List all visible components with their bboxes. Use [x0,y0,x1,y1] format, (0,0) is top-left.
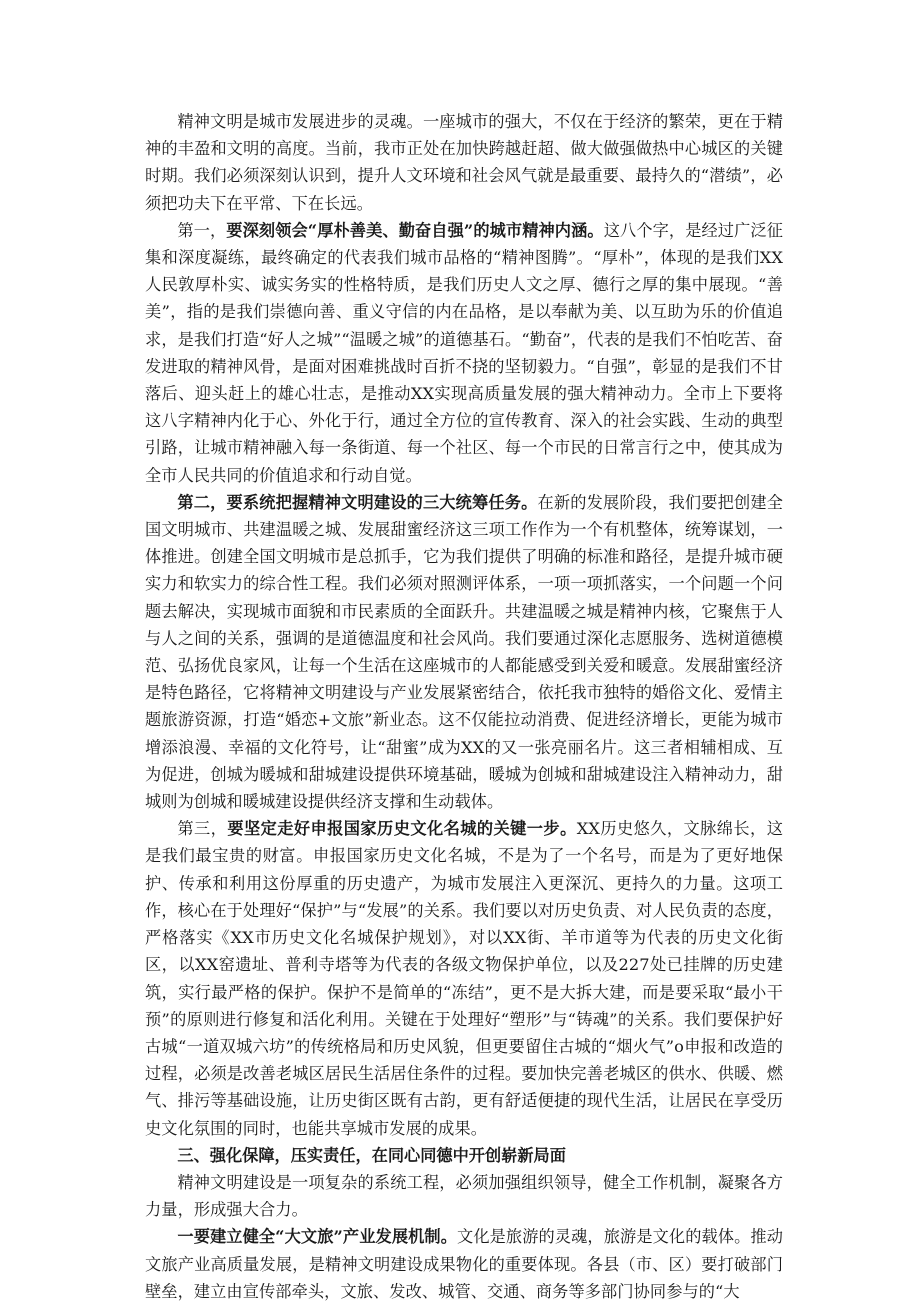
paragraph-third-prefix: 第三， [177,819,228,839]
document-page [145,108,783,1305]
paragraph-third-lead: 要坚定走好申报国家历史文化名城的关键一步。 [227,819,577,839]
paragraph-second-text: 在新的发展阶段，我们要把创建全国文明城市、共建温暖之城、发展甜蜜经济这三项工作作为一个有机整体，统筹谋划，一体推进。创建全国文明城市是总抓手，它为我们提供了明确的标准和路径，是提升城市硬实力和软实力的综合性工程。我们必须对照测评体系，一项一项抓落实，一个问题一个问题去解决，实现城市面貌和市民素质的全面跃升。共建温暖之城是精神内核，它聚焦于人与人之间的关系，强调的是道德温度和社会风尚。我们要通过深化志愿服务、选树道德模范、弘扬优良家风，让每一个生活在这座城市的人都能感受到关爱和暖意。发展甜蜜经济是特色路径，它将精神文明建设与产业发展紧密结合，依托我市独特的婚俗文化、爱情主题旅游资源，打造“婚恋+文旅”新业态。这不仅能拉动消费、促进经济增长，更能为城市增添浪漫、幸福的文化符号，让“甜蜜”成为XX的又一张亮丽名片。这三者相辅相成、互为促进，创城为暖城和甜城建设提供环境基础，暖城为创城和甜城建设注入精神动力，甜城则为创城和暖城建设提供经济支撑和生动载体。 [145,492,783,812]
paragraph-intro-text: 精神文明是城市发展进步的灵魂。一座城市的强大，不仅在于经济的繁荣，更在于精神的丰盈和文明的高度。当前，我市正处在加快跨越赶超、做大做强做热中心城区的关键时期。我们必须深刻认识到，提升人文环境和社会风气就是最重要、最持久的“潜绩”，必须把功夫下在平常、下在长远。 [145,112,783,213]
paragraph-last-text: 文化是旅游的灵魂，旅游是文化的载体。推动文旅产业高质量发展，是精神文明建设成果物化的重要体现。各县（市、区）要打破部门壁垒，建立由宣传部牵头，文旅、发改、城管、交通、商务等多部门协同参与的“大 [145,1227,784,1301]
paragraph-section-intro: 精神文明建设是一项复杂的系统工程，必须加强组织领导，健全工作机制，凝聚各方力量，形成强大合力。 [145,1172,783,1220]
paragraph-first-lead: 要深刻领会“厚朴善美、勤奋自强”的城市精神内涵。 [226,220,604,240]
paragraph-first-point [145,217,783,489]
paragraph-last-lead: 一要建立健全“大文旅”产业发展机制。 [177,1227,458,1247]
paragraph-third-point [145,815,783,1141]
paragraph-second-point [145,489,783,815]
paragraph-second-lead: 第二，要系统把握精神文明建设的三大统筹任务。 [177,492,538,512]
paragraph-intro [145,108,783,217]
paragraph-first-text: 这八个字，是经过广泛征集和深度凝练，最终确定的代表我们城市品格的“精神图腾”。“厚朴”，体现的是我们XX人民敦厚朴实、诚实务实的性格特质，是我们历史人文之厚、德行之厚的集中展现。“善美”，指的是我们崇德向善、重义守信的内在品格，是以奉献为美、以互助为乐的价值追求，是我们打造“好人之城”“温暖之城”的道德基石。“勤奋”，代表的是我们不怕吃苦、奋发进取的精神风骨，是面对困难挑战时百折不挠的坚韧毅力。“自强”，彰显的是我们不甘落后、迎头赶上的雄心壮志，是推动XX实现高质量发展的强大精神动力。全市上下要将这八字精神内化于心、外化于行，通过全方位的宣传教育、深入的社会实践、生动的典型引路，让城市精神融入每一条街道、每一个社区、每一个市民的日常言行之中，使其成为全市人民共同的价值追求和行动自觉。 [145,220,783,485]
paragraph-last-point [145,1223,783,1305]
section-heading: 三、强化保障，压实责任，在同心同德中开创崭新局面 [177,1145,566,1165]
paragraph-first-prefix: 第一， [177,220,227,240]
paragraph-third-text: XX历史悠久，文脉绵长，这是我们最宝贵的财富。申报国家历史文化名城，不是为了一个名号，而是为了更好地保护、传承和利用这份厚重的历史遗产，为城市发展注入更深沉、更持久的力量。这项工作，核心在于处理好“保护”与“发展”的关系。我们要以对历史负责、对人民负责的态度，严格落实《XX市历史文化名城保护规划》，对以XX街、羊市道等为代表的历史文化街区，以XX窑遗址、普利寺塔等为代表的各级文物保护单位，以及227处已挂牌的历史建筑，实行最严格的保护。保护不是简单的“冻结”，更不是大拆大建，而是要采取“最小干预”的原则进行修复和活化利用。关键在于处理好“塑形”与“铸魂”的关系。我们要保护好古城“一道双城六坊”的传统格局和历史风貌，但更要留住古城的“烟火气”o申报和改造的过程，必须是改善老城区居民生活居住条件的过程。要加快完善老城区的供水、供暖、燃气、排污等基础设施，让历史街区既有古韵，更有舒适便捷的现代生活，让居民在享受历史文化氛围的同时，也能共享城市发展的成果。 [145,819,783,1138]
